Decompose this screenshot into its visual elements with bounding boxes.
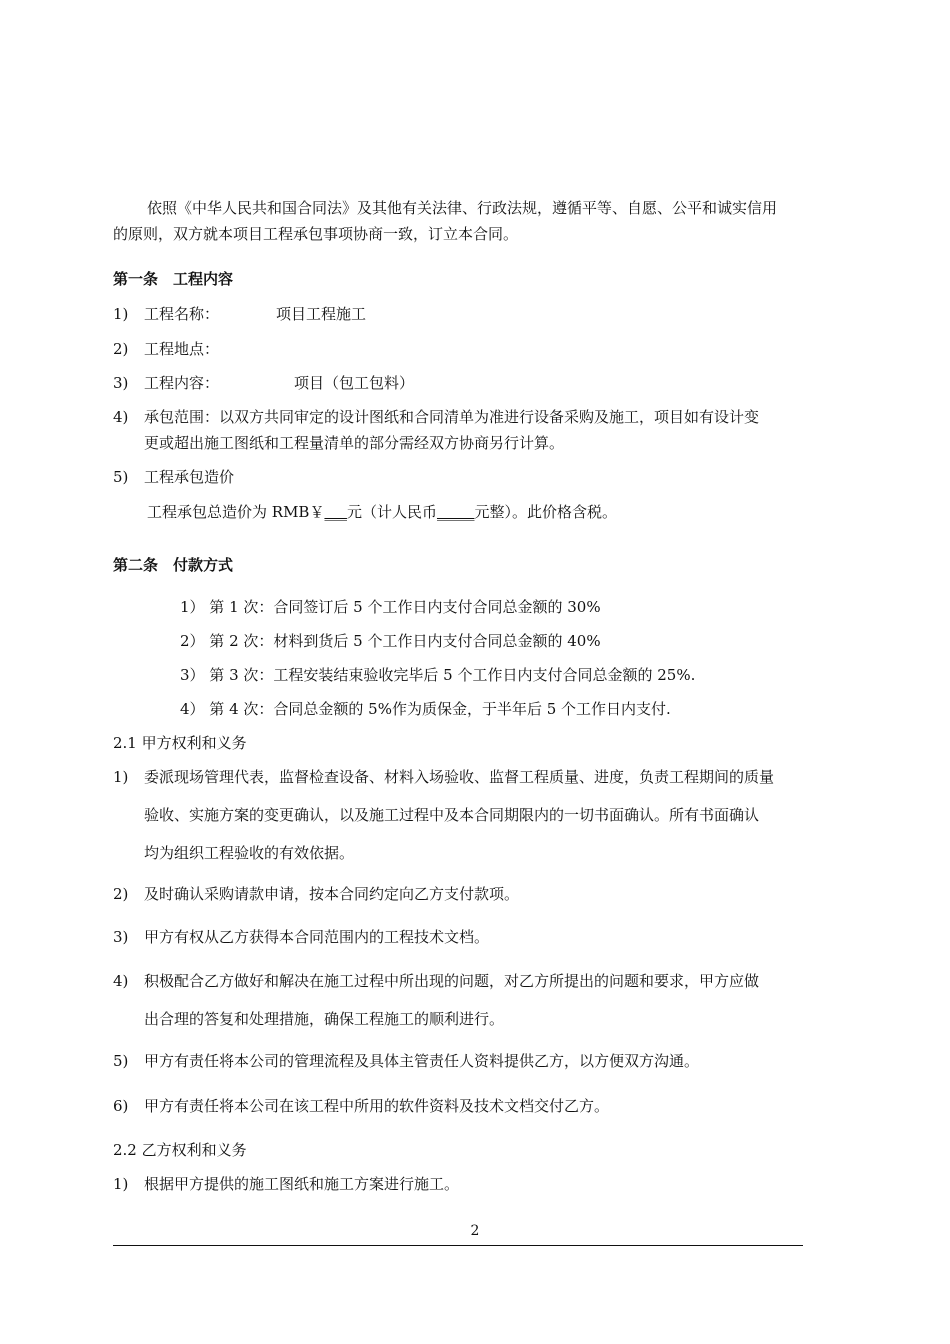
party-a-duty-6: 甲方有责任将本公司在该工程中所用的软件资料及技术文档交付乙方。 [144, 1097, 610, 1115]
party-a-duty-5: 甲方有责任将本公司的管理流程及具体主管责任人资料提供乙方，以方便双方沟通。 [144, 1052, 700, 1070]
party-a-duty-4-line-2: 出合理的答复和处理措施，确保工程施工的顺利进行。 [144, 1010, 505, 1028]
intro-line-2: 的原则，双方就本项目工程承包事项协商一致，订立本合同。 [113, 225, 519, 243]
item-number: 6) [113, 1097, 129, 1115]
party-b-duty-1: 根据甲方提供的施工图纸和施工方案进行施工。 [144, 1175, 460, 1193]
party-a-duty-1-line-2: 验收、实施方案的变更确认，以及施工过程中及本合同期限内的一切书面确认。所有书面确认 [144, 806, 760, 824]
contract-scope-line-2: 更或超出施工图纸和工程量清单的部分需经双方协商另行计算。 [144, 434, 565, 452]
price-middle: 元（计人民币 [346, 503, 437, 521]
section-2-1-heading: 2.1 甲方权利和义务 [113, 734, 247, 752]
payment-item-1: 1） 第 1 次：合同签订后 5 个工作日内支付合同总金额的 30% [180, 598, 601, 616]
project-location-label: 工程地点： [144, 340, 220, 358]
item-number: 4) [113, 972, 129, 990]
project-content-value: 项目（包工包料） [294, 374, 415, 392]
article-2-heading: 第二条 付款方式 [113, 556, 234, 574]
project-name-value: 项目工程施工 [276, 305, 367, 323]
item-number: 2) [113, 885, 129, 903]
item-number: 3) [113, 374, 129, 392]
item-number: 1) [113, 1175, 129, 1193]
contract-price-statement [147, 502, 617, 522]
contract-scope-line-1: 承包范围：以双方共同审定的设计图纸和合同清单为准进行设备采购及施工，项目如有设计变 [144, 408, 760, 426]
item-number: 5) [113, 468, 129, 486]
price-prefix: 工程承包总造价为 RMB￥ [147, 503, 325, 521]
item-number: 1) [113, 305, 129, 323]
item-number: 1) [113, 768, 129, 786]
payment-item-3: 3） 第 3 次：工程安装结束验收完毕后 5 个工作日内支付合同总金额的 25%. [180, 666, 696, 684]
project-name-label: 工程名称： [144, 305, 220, 323]
party-a-duty-4-line-1: 积极配合乙方做好和解决在施工过程中所出现的问题，对乙方所提出的问题和要求，甲方应做 [144, 972, 760, 990]
payment-item-4: 4） 第 4 次：合同总金额的 5%作为质保金，于半年后 5 个工作日内支付. [180, 700, 671, 718]
article-1-heading: 第一条 工程内容 [113, 270, 234, 288]
page-number: 2 [470, 1223, 480, 1239]
item-number: 3) [113, 928, 129, 946]
project-content-label: 工程内容： [144, 374, 220, 392]
party-a-duty-2: 及时确认采购请款申请，按本合同约定向乙方支付款项。 [144, 885, 520, 903]
party-a-duty-1-line-1: 委派现场管理代表，监督检查设备、材料入场验收、监督工程质量、进度，负责工程期间的质量 [144, 768, 775, 786]
item-number: 4) [113, 408, 129, 426]
contract-price-label: 工程承包造价 [144, 468, 235, 486]
section-2-2-heading: 2.2 乙方权利和义务 [113, 1141, 247, 1159]
price-words-blank: _____ [436, 503, 475, 521]
item-number: 5) [113, 1052, 129, 1070]
party-a-duty-3: 甲方有权从乙方获得本合同范围内的工程技术文档。 [144, 928, 490, 946]
item-number: 2) [113, 340, 129, 358]
payment-item-2: 2） 第 2 次：材料到货后 5 个工作日内支付合同总金额的 40% [180, 632, 601, 650]
price-suffix: 元整）。此价格含税。 [474, 503, 617, 521]
price-amount-blank: ___ [324, 503, 347, 521]
footer-divider [113, 1245, 803, 1246]
party-a-duty-1-line-3: 均为组织工程验收的有效依据。 [144, 844, 355, 862]
intro-line-1: 依照《中华人民共和国合同法》及其他有关法律、行政法规，遵循平等、自愿、公平和诚实信用 [147, 199, 778, 217]
